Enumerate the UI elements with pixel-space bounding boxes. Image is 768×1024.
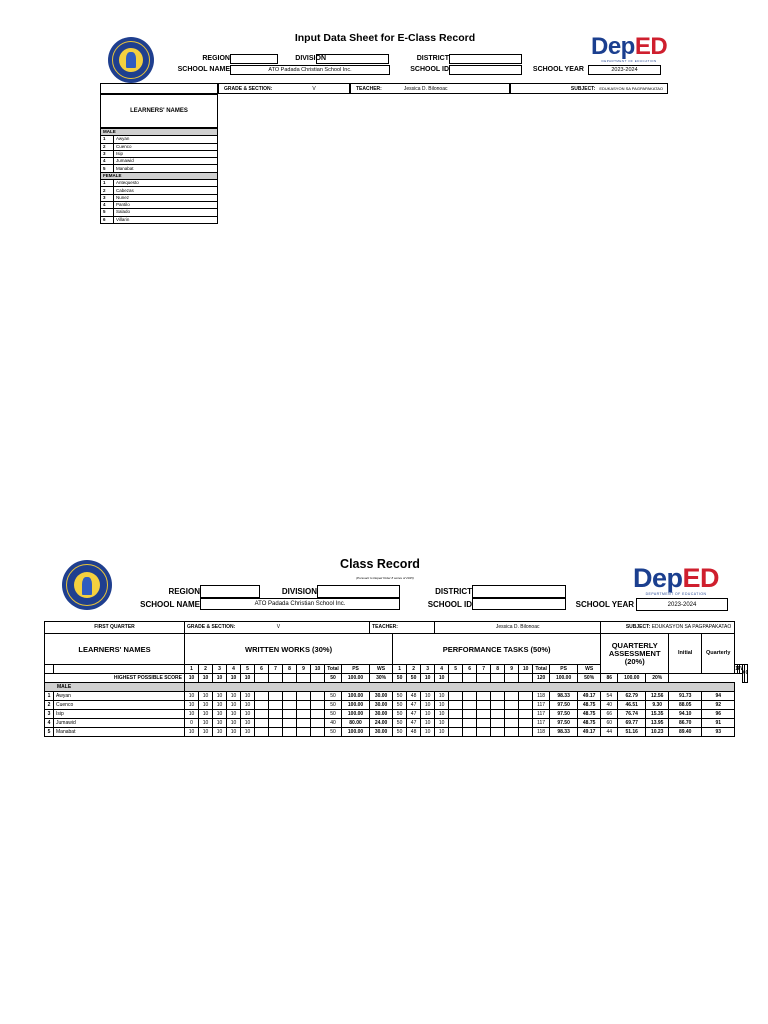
top-male-label: MALE (101, 129, 218, 136)
subject-value: EDUKASYON SA PAGPAPAKATAO (651, 624, 732, 630)
pt-score[interactable]: 47 (407, 701, 421, 710)
quarterly-grade: 94 (702, 692, 735, 701)
quarterly-assessment-header: QUARTERLY ASSESSMENT (20%) (601, 634, 669, 674)
pt-score[interactable] (449, 701, 463, 710)
ww-score[interactable] (283, 728, 297, 737)
pt-total: 118 (533, 692, 550, 701)
table-row (45, 692, 748, 701)
list-item: 3 Isip (101, 150, 218, 157)
ww-score[interactable] (283, 701, 297, 710)
teacher-label: TEACHER: (372, 624, 398, 630)
school-name-field[interactable]: ATO Padada Christian School Inc. (200, 598, 400, 610)
quarterly-grade: 96 (702, 710, 735, 719)
pt-ps: 97.50 (550, 719, 578, 728)
school-name-label: SCHOOL NAME (177, 66, 230, 73)
class-record-table (44, 621, 748, 737)
district-field[interactable] (472, 585, 566, 598)
learner-name[interactable]: Cuenco (54, 701, 185, 710)
column-number-row: 1 2 3 4 5 6 7 8 9 10 Total PS WS 1 2 3 4 5 6 7 8 9 10 Total PS WS (45, 665, 748, 674)
pt-score[interactable]: 10 (421, 728, 435, 737)
qa-ws: 10.23 (646, 728, 669, 737)
school-id-field[interactable] (449, 65, 522, 75)
teacher-value: Jessica D. Bilonoac (403, 85, 448, 92)
pt-ps: 97.50 (550, 710, 578, 719)
list-item: 3 Nunez (101, 194, 218, 201)
ww-score[interactable]: 0 (185, 719, 199, 728)
pt-score[interactable]: 47 (407, 719, 421, 728)
pt-score[interactable] (449, 692, 463, 701)
table-row (45, 728, 748, 737)
ww-score[interactable]: 10 (213, 692, 227, 701)
pt-score[interactable] (463, 719, 477, 728)
school-name-field[interactable]: ATO Padada Christian School Inc. (230, 65, 390, 75)
ww-score[interactable] (311, 728, 325, 737)
ww-score[interactable] (311, 710, 325, 719)
division-field[interactable] (317, 585, 400, 598)
pt-score[interactable]: 10 (421, 692, 435, 701)
ww-score[interactable]: 10 (227, 701, 241, 710)
qa-ps: 46.51 (618, 701, 646, 710)
list-item: 4 Pantilo (101, 201, 218, 208)
pt-score[interactable]: 10 (435, 692, 449, 701)
class-record-title: Class Record (340, 557, 420, 571)
ww-total: 50 (325, 701, 342, 710)
pt-total: 117 (533, 719, 550, 728)
ww-score[interactable] (269, 719, 283, 728)
pt-score[interactable]: 50 (393, 692, 407, 701)
list-item: 4 Jumawid (101, 158, 218, 165)
ww-ws: 24.00 (370, 719, 393, 728)
quarterly-grade: 91 (702, 719, 735, 728)
school-year-field[interactable]: 2023-2024 (636, 598, 728, 611)
pt-score[interactable]: 50 (393, 728, 407, 737)
ww-score[interactable] (269, 728, 283, 737)
ww-score[interactable]: 10 (241, 701, 255, 710)
initial-grade: 91.73 (669, 692, 702, 701)
ww-score[interactable] (311, 701, 325, 710)
pt-score[interactable] (463, 728, 477, 737)
pt-score[interactable]: 47 (407, 710, 421, 719)
pt-score[interactable]: 10 (421, 701, 435, 710)
qa-ws: 9.30 (646, 701, 669, 710)
subject-cell (601, 622, 735, 634)
region-label: REGION (168, 587, 200, 596)
quarter-label: FIRST QUARTER (45, 622, 185, 634)
row-number: 2 (45, 701, 54, 710)
grade-section-value: V (276, 624, 281, 630)
page-title: Input Data Sheet for E-Class Record (294, 32, 476, 44)
ww-score[interactable]: 10 (199, 710, 213, 719)
deped-seal-logo (62, 560, 112, 610)
qa-ws: 15.35 (646, 710, 669, 719)
quarterly-grade-sub (745, 665, 748, 683)
top-learners-table (100, 128, 218, 224)
top-learners-header-text: LEARNERS' NAMES (130, 108, 188, 114)
pt-ws: 48.75 (578, 701, 601, 710)
school-id-label: SCHOOL ID (410, 66, 449, 73)
ww-total: 40 (325, 719, 342, 728)
pt-score[interactable] (491, 728, 505, 737)
row-number: 4 (45, 719, 54, 728)
list-item: 2 Cabezas (101, 187, 218, 194)
learner-name[interactable]: Isip (54, 710, 185, 719)
qa-ps: 51.16 (618, 728, 646, 737)
ww-score[interactable]: 10 (213, 728, 227, 737)
school-year-field[interactable]: 2023-2024 (588, 65, 661, 75)
quarterly-grade: 92 (702, 701, 735, 710)
top-blank-cell (100, 83, 218, 94)
teacher-label: TEACHER: (356, 85, 382, 92)
ww-score[interactable] (269, 692, 283, 701)
list-item: 5 Salado (101, 209, 218, 216)
ww-score[interactable] (297, 719, 311, 728)
school-year-label: SCHOOL YEAR (532, 66, 584, 73)
deped-logo: DepED DEPARTMENT OF EDUCATION (633, 563, 720, 596)
ww-score[interactable] (283, 692, 297, 701)
school-name-label: SCHOOL NAME (140, 600, 200, 609)
pt-score[interactable] (505, 710, 519, 719)
district-label: DISTRICT (416, 55, 449, 62)
hps-row: HIGHEST POSSIBLE SCORE 10 10 10 10 10 50 100.00 30% 50 50 10 10 120 100.00 50% 86 100.00 20% (45, 674, 748, 683)
subject-label: SUBJECT: (625, 624, 651, 630)
pt-score[interactable] (491, 710, 505, 719)
top-teacher-cell (350, 83, 510, 94)
school-id-label: SCHOOL ID (427, 600, 472, 609)
pt-ws: 48.75 (578, 710, 601, 719)
initial-grade-header: Initial (669, 634, 702, 674)
ww-score[interactable]: 10 (227, 692, 241, 701)
ww-score[interactable] (311, 719, 325, 728)
ww-ps: 100.00 (342, 710, 370, 719)
teacher-value: Jessica D. Bilonoac (435, 622, 601, 634)
top-grade-section-cell (218, 83, 350, 94)
ww-ws: 30.00 (370, 728, 393, 737)
school-year-label: SCHOOL YEAR (575, 600, 634, 609)
subject-value: EDUKASYON SA PAGPAPAKATAO (599, 86, 663, 91)
pt-score[interactable]: 10 (421, 719, 435, 728)
pt-score[interactable]: 50 (393, 719, 407, 728)
pt-score[interactable]: 50 (393, 710, 407, 719)
ww-score[interactable]: 10 (185, 692, 199, 701)
grade-section-label: GRADE & SECTION: (187, 624, 236, 630)
top-subject-cell (510, 83, 668, 94)
deped-logo: DepED DEPARTMENT OF EDUCATION (591, 33, 668, 63)
ww-score[interactable] (297, 710, 311, 719)
pt-score[interactable] (519, 692, 533, 701)
ww-score[interactable] (283, 710, 297, 719)
qa-score[interactable]: 54 (601, 692, 618, 701)
pt-score[interactable] (477, 719, 491, 728)
performance-tasks-header: PERFORMANCE TASKS (50%) (393, 634, 601, 665)
initial-grade: 89.40 (669, 728, 702, 737)
pt-score[interactable] (519, 701, 533, 710)
ww-score[interactable] (311, 692, 325, 701)
deped-logo-subtext: DEPARTMENT OF EDUCATION (601, 59, 657, 63)
pt-score[interactable] (519, 710, 533, 719)
pt-score[interactable]: 48 (407, 728, 421, 737)
pt-score[interactable] (519, 728, 533, 737)
ww-score[interactable] (255, 692, 269, 701)
ww-ws: 30.00 (370, 692, 393, 701)
ww-score[interactable]: 10 (241, 710, 255, 719)
pt-score[interactable] (505, 701, 519, 710)
ww-ps: 100.00 (342, 701, 370, 710)
initial-grade: 88.05 (669, 701, 702, 710)
pt-total: 117 (533, 710, 550, 719)
pt-score[interactable] (505, 719, 519, 728)
class-record-subtitle: (Pursuant to Deped Order 8 series of 2015) (356, 576, 414, 580)
qa-score[interactable]: 40 (601, 701, 618, 710)
pt-score[interactable]: 10 (435, 710, 449, 719)
division-label: DIVISION (295, 55, 326, 62)
pt-score[interactable] (477, 710, 491, 719)
ww-score[interactable] (269, 701, 283, 710)
division-field[interactable] (316, 54, 389, 64)
ww-score[interactable]: 10 (241, 692, 255, 701)
school-id-field[interactable] (472, 598, 566, 610)
region-field[interactable] (230, 54, 278, 64)
ww-score[interactable]: 10 (185, 701, 199, 710)
ww-score[interactable] (255, 719, 269, 728)
list-item: 5 Manabat (101, 165, 218, 172)
pt-score[interactable]: 10 (421, 710, 435, 719)
list-item: 1 Antequesto (101, 180, 218, 187)
ww-score[interactable]: 10 (241, 728, 255, 737)
quarterly-grade-header: Quarterly (702, 634, 735, 674)
pt-score[interactable] (449, 728, 463, 737)
learner-name[interactable]: Awyan (54, 692, 185, 701)
ww-score[interactable] (255, 710, 269, 719)
written-works-header: WRITTEN WORKS (30%) (185, 634, 393, 665)
ww-score[interactable]: 10 (227, 719, 241, 728)
top-learners-header (100, 94, 218, 128)
teacher-label-cell (370, 622, 435, 634)
ww-score[interactable]: 10 (199, 719, 213, 728)
pt-score[interactable] (477, 728, 491, 737)
learners-header: LEARNERS' NAMES (45, 634, 185, 665)
ww-score[interactable] (297, 701, 311, 710)
pt-ps: 98.33 (550, 728, 578, 737)
pt-score[interactable]: 10 (435, 719, 449, 728)
ww-score[interactable] (255, 701, 269, 710)
pt-score[interactable] (505, 692, 519, 701)
ww-total: 50 (325, 692, 342, 701)
ww-score[interactable] (297, 692, 311, 701)
pt-ps: 97.50 (550, 701, 578, 710)
hps-label: HIGHEST POSSIBLE SCORE (45, 674, 185, 683)
male-label: MALE (45, 683, 185, 692)
pt-score[interactable] (477, 692, 491, 701)
ww-ps: 80.00 (342, 719, 370, 728)
pt-score[interactable] (449, 719, 463, 728)
quarterly-grade: 93 (702, 728, 735, 737)
row-number: 3 (45, 710, 54, 719)
division-label: DIVISION (281, 587, 317, 596)
pt-score[interactable] (463, 701, 477, 710)
region-field[interactable] (200, 585, 260, 598)
district-label: DISTRICT (435, 587, 472, 596)
ww-score[interactable]: 10 (199, 692, 213, 701)
ww-score[interactable]: 10 (199, 728, 213, 737)
initial-grade: 86.70 (669, 719, 702, 728)
pt-score[interactable]: 10 (435, 701, 449, 710)
pt-score[interactable]: 50 (393, 701, 407, 710)
pt-score[interactable] (449, 710, 463, 719)
ww-ps: 100.00 (342, 728, 370, 737)
ww-score[interactable]: 10 (213, 710, 227, 719)
ww-score[interactable] (269, 710, 283, 719)
ww-score[interactable] (297, 728, 311, 737)
ww-score[interactable] (255, 728, 269, 737)
grade-section-value: V (312, 85, 316, 92)
pt-score[interactable] (463, 692, 477, 701)
subject-label: SUBJECT: (570, 85, 596, 92)
pt-score[interactable] (519, 719, 533, 728)
list-item: 1 Awyan (101, 136, 218, 143)
qa-ws: 13.95 (646, 719, 669, 728)
qa-ps: 69.77 (618, 719, 646, 728)
ww-score[interactable]: 10 (227, 728, 241, 737)
deped-seal-logo (108, 37, 154, 83)
ww-score[interactable]: 10 (213, 719, 227, 728)
grade-section-label: GRADE & SECTION: (224, 85, 273, 92)
table-row (45, 710, 748, 719)
ww-total: 50 (325, 728, 342, 737)
pt-total: 117 (533, 701, 550, 710)
list-item: 2 Cuenco (101, 143, 218, 150)
ww-score[interactable]: 10 (199, 701, 213, 710)
ww-ps: 100.00 (342, 692, 370, 701)
learner-name[interactable]: Jumawid (54, 719, 185, 728)
pt-score[interactable] (491, 701, 505, 710)
pt-score[interactable]: 10 (435, 728, 449, 737)
pt-total: 118 (533, 728, 550, 737)
pt-score[interactable] (491, 719, 505, 728)
qa-score[interactable]: 66 (601, 710, 618, 719)
ww-score[interactable]: 10 (227, 710, 241, 719)
region-label: REGION (202, 55, 230, 62)
pt-score[interactable] (505, 728, 519, 737)
top-female-label: FEMALE (101, 172, 218, 179)
ww-score[interactable] (283, 719, 297, 728)
ww-total: 50 (325, 710, 342, 719)
pt-ws: 49.17 (578, 728, 601, 737)
learner-name[interactable]: Manabat (54, 728, 185, 737)
table-row (45, 719, 748, 728)
pt-score[interactable]: 48 (407, 692, 421, 701)
district-field[interactable] (449, 54, 522, 64)
ww-score[interactable]: 10 (185, 728, 199, 737)
pt-ws: 48.75 (578, 719, 601, 728)
qa-score[interactable]: 44 (601, 728, 618, 737)
initial-grade: 94.10 (669, 710, 702, 719)
qa-ws: 12.56 (646, 692, 669, 701)
pt-ws: 49.17 (578, 692, 601, 701)
ww-ws: 30.00 (370, 701, 393, 710)
pt-score[interactable] (491, 692, 505, 701)
qa-ps: 76.74 (618, 710, 646, 719)
qa-ps: 62.79 (618, 692, 646, 701)
row-number: 1 (45, 692, 54, 701)
ww-score[interactable]: 10 (213, 701, 227, 710)
table-row (45, 701, 748, 710)
grade-section-cell (185, 622, 370, 634)
qa-score[interactable]: 60 (601, 719, 618, 728)
ww-score[interactable]: 10 (185, 710, 199, 719)
ww-score[interactable]: 10 (241, 719, 255, 728)
pt-ps: 98.33 (550, 692, 578, 701)
pt-score[interactable] (477, 701, 491, 710)
deped-logo-subtext: DEPARTMENT OF EDUCATION (645, 592, 707, 596)
pt-score[interactable] (463, 710, 477, 719)
list-item: 6 Villarin (101, 216, 218, 223)
row-number: 5 (45, 728, 54, 737)
ww-ws: 30.00 (370, 710, 393, 719)
